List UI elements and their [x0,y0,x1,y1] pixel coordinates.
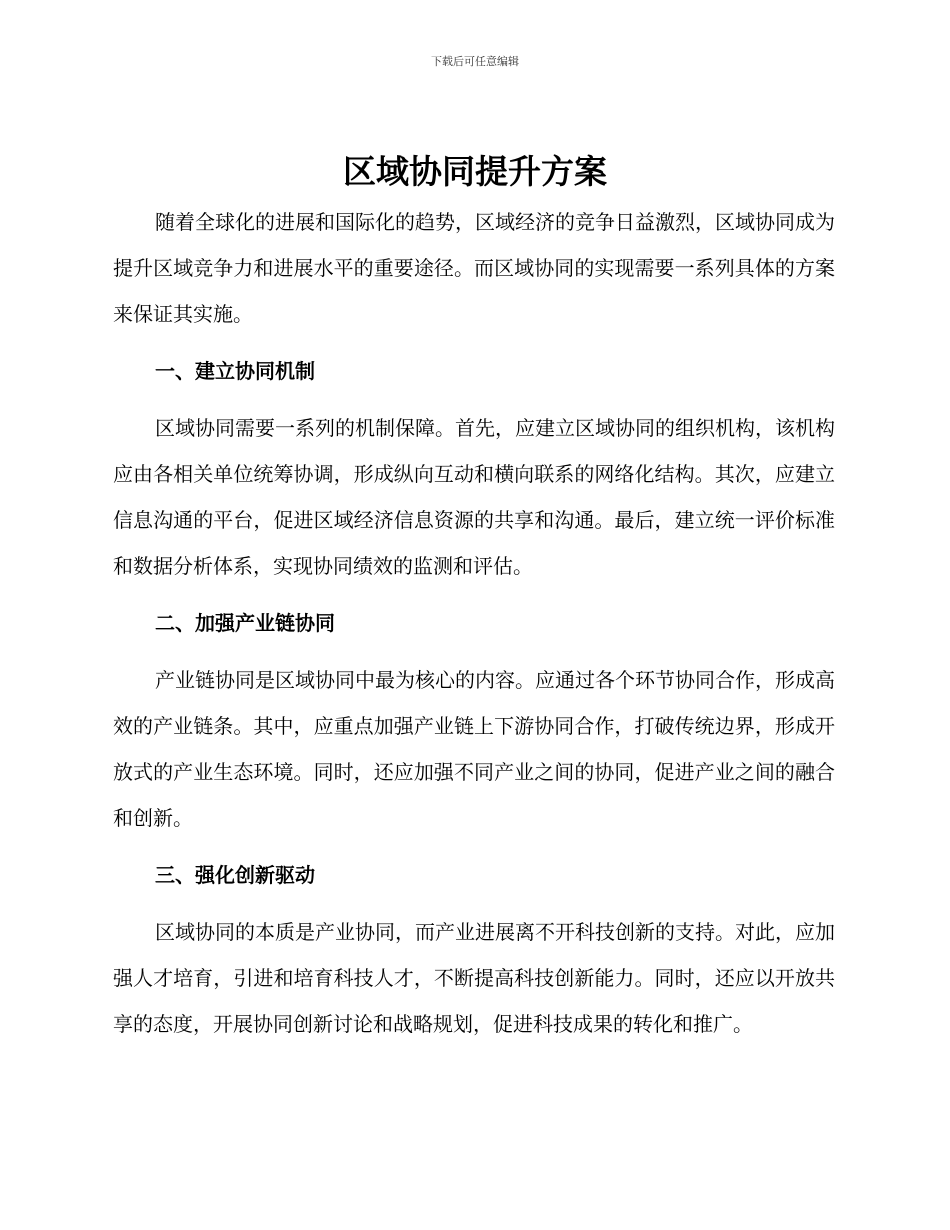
section-heading-3: 三、强化创新驱动 [155,863,315,887]
document-title: 区域协同提升方案 [343,152,607,191]
section-heading-2: 二、加强产业链协同 [155,611,335,635]
section-paragraph-1: 区域协同需要一系列的机制保障。首先，应建立区域协同的组织机构，该机构应由各相关单位统筹协调，形成纵向互动和横向联系的网络化结构。其次，应建立信息沟通的平台，促进区域经济信息资源的共享和沟通。最后，建立统一评价标准和数据分析体系，实现协同绩效的监测和评估。 [113,416,835,578]
section-paragraph-3: 区域协同的本质是产业协同，而产业进展离不开科技创新的支持。对此，应加强人才培育，引进和培育科技人才，不断提高科技创新能力。同时，还应以开放共享的态度，开展协同创新讨论和战略规划，促进科技成果的转化和推广。 [113,920,835,1036]
intro-paragraph: 随着全球化的进展和国际化的趋势，区域经济的竞争日益激烈，区域协同成为提升区域竞争力和进展水平的重要途径。而区域协同的实现需要一系列具体的方案来保证其实施。 [113,210,835,326]
document-body [113,199,835,1047]
section-paragraph-2: 产业链协同是区域协同中最为核心的内容。应通过各个环节协同合作，形成高效的产业链条。其中，应重点加强产业链上下游协同合作，打破传统边界，形成开放式的产业生态环境。同时，还应加强不同产业之间的协同，促进产业之间的融合和创新。 [113,668,835,830]
section-heading-1: 一、建立协同机制 [155,359,315,383]
header-note: 下载后可任意编辑 [431,55,519,68]
